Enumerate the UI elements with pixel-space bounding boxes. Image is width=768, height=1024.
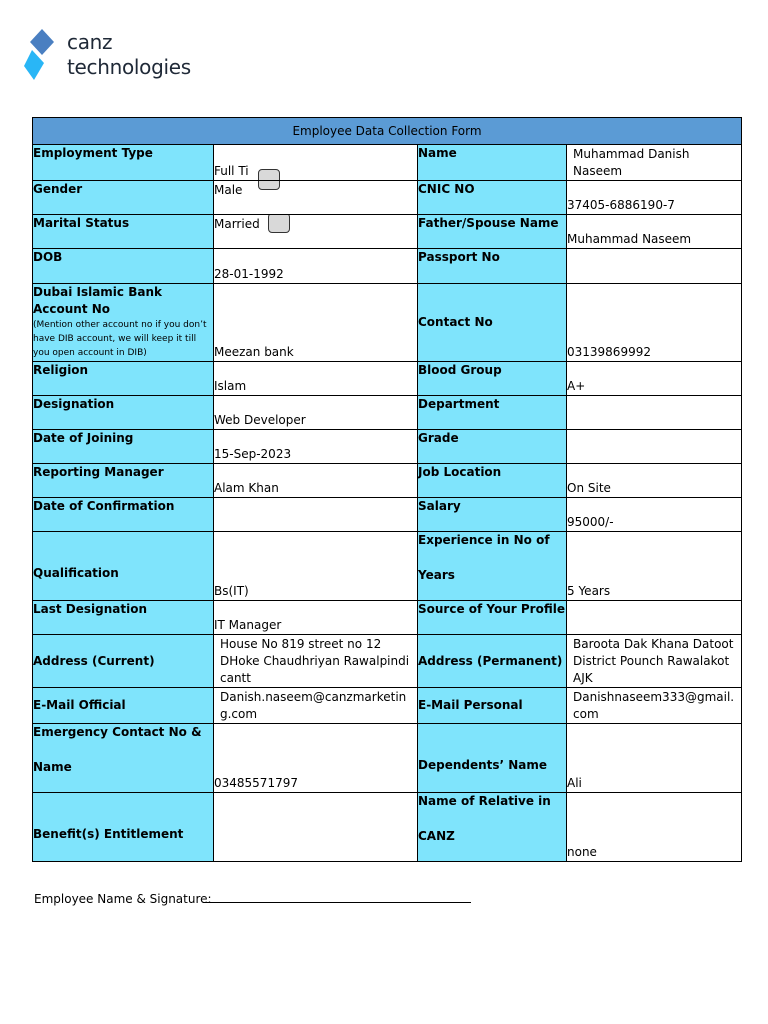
designation-value[interactable]: Web Developer	[214, 396, 418, 430]
label-dob: DOB	[33, 249, 214, 284]
name-value[interactable]: Muhammad Danish Naseem	[567, 145, 742, 181]
father-spouse-name-value[interactable]: Muhammad Naseem	[567, 215, 742, 249]
company-logo	[22, 26, 222, 86]
cnic-value[interactable]: 37405-6886190-7	[567, 181, 742, 215]
label-address-current: Address (Current)	[33, 635, 214, 688]
label-last-designation: Last Designation	[33, 601, 214, 635]
gender-value[interactable]	[214, 181, 418, 215]
logo-wordmark	[67, 30, 191, 80]
religion-value[interactable]: Islam	[214, 362, 418, 396]
blood-group-value[interactable]: A+	[567, 362, 742, 396]
bank-account-value[interactable]: Meezan bank	[214, 284, 418, 362]
label-contact-no: Contact No	[418, 284, 567, 362]
label-cnic: CNIC NO	[418, 181, 567, 215]
label-experience	[418, 532, 567, 601]
last-designation-value[interactable]: IT Manager	[214, 601, 418, 635]
label-emergency-contact-line-1: Emergency Contact No &	[33, 725, 202, 739]
logo-line-1: canz	[67, 30, 113, 54]
address-permanent-value[interactable]: Baroota Dak Khana Datoot District Pounch Rawalakot AJK	[567, 635, 742, 688]
label-job-location: Job Location	[418, 464, 567, 498]
label-marital-status: Marital Status	[33, 215, 214, 249]
label-grade: Grade	[418, 430, 567, 464]
relative-in-canz-value[interactable]: none	[567, 793, 742, 862]
label-name: Name	[418, 145, 567, 181]
label-relative-line-1: Name of Relative in	[418, 794, 551, 808]
label-passport-no: Passport No	[418, 249, 567, 284]
label-salary: Salary	[418, 498, 567, 532]
form-title: Employee Data Collection Form	[33, 118, 742, 145]
gender-text: Male	[214, 183, 243, 197]
date-of-confirmation-value[interactable]	[214, 498, 418, 532]
dob-value[interactable]: 28-01-1992	[214, 249, 418, 284]
label-religion: Religion	[33, 362, 214, 396]
label-bank-account	[33, 284, 214, 362]
contact-no-value[interactable]: 03139869992	[567, 284, 742, 362]
label-father-spouse-name: Father/Spouse Name	[418, 215, 567, 249]
canz-logo-icon	[22, 26, 62, 82]
experience-value[interactable]: 5 Years	[567, 532, 742, 601]
label-dependents-name: Dependents’ Name	[418, 724, 567, 793]
job-location-value[interactable]: On Site	[567, 464, 742, 498]
bank-account-note: (Mention other account no if you don’t have DIB account, we will keep it till you open account in DIB)	[33, 320, 207, 358]
address-current-value[interactable]: House No 819 street no 12 DHoke Chaudhriyan Rawalpindi cantt	[214, 635, 418, 688]
label-gender: Gender	[33, 181, 214, 215]
label-experience-line-1: Experience in No of	[418, 533, 550, 547]
dependents-name-value[interactable]: Ali	[567, 724, 742, 793]
label-relative-line-2: CANZ	[418, 829, 455, 843]
label-designation: Designation	[33, 396, 214, 430]
logo-line-2: technologies	[67, 55, 191, 79]
signature-line[interactable]	[203, 902, 471, 903]
label-email-personal: E-Mail Personal	[418, 688, 567, 724]
label-emergency-contact-line-2: Name	[33, 760, 72, 774]
signature-label: Employee Name & Signature:	[34, 892, 212, 906]
employment-type-value[interactable]	[214, 145, 418, 181]
label-bank-account-text: Dubai Islamic Bank Account No	[33, 285, 162, 316]
email-official-value[interactable]: Danish.naseem@canzmarketing.com	[214, 688, 418, 724]
label-department: Department	[418, 396, 567, 430]
department-value[interactable]	[567, 396, 742, 430]
label-experience-line-2: Years	[418, 568, 455, 582]
label-employment-type: Employment Type	[33, 145, 214, 181]
label-qualification: Qualification	[33, 532, 214, 601]
label-reporting-manager: Reporting Manager	[33, 464, 214, 498]
label-source-of-profile: Source of Your Profile	[418, 601, 567, 635]
label-blood-group: Blood Group	[418, 362, 567, 396]
marital-status-checkbox[interactable]	[268, 215, 290, 234]
label-address-permanent: Address (Permanent)	[418, 635, 567, 688]
label-emergency-contact	[33, 724, 214, 793]
salary-value[interactable]: 95000/-	[567, 498, 742, 532]
label-relative-in-canz	[418, 793, 567, 862]
gender-checkbox[interactable]	[258, 181, 280, 191]
reporting-manager-value[interactable]: Alam Khan	[214, 464, 418, 498]
label-date-of-joining: Date of Joining	[33, 430, 214, 464]
label-email-official: E-Mail Official	[33, 688, 214, 724]
email-personal-value[interactable]: Danishnaseem333@gmail.com	[567, 688, 742, 724]
qualification-value[interactable]: Bs(IT)	[214, 532, 418, 601]
benefits-entitlement-value[interactable]	[214, 793, 418, 862]
employee-data-form	[32, 117, 742, 862]
marital-status-text: Married	[214, 217, 260, 231]
employment-type-text: Full Ti	[214, 164, 249, 178]
label-benefits-entitlement: Benefit(s) Entitlement	[33, 793, 214, 862]
passport-no-value[interactable]	[567, 249, 742, 284]
grade-value[interactable]	[567, 430, 742, 464]
source-of-profile-value[interactable]	[567, 601, 742, 635]
employment-type-checkbox[interactable]	[258, 169, 280, 181]
date-of-joining-value[interactable]: 15-Sep-2023	[214, 430, 418, 464]
label-date-of-confirmation: Date of Confirmation	[33, 498, 214, 532]
marital-status-value[interactable]	[214, 215, 418, 249]
emergency-contact-value[interactable]: 03485571797	[214, 724, 418, 793]
